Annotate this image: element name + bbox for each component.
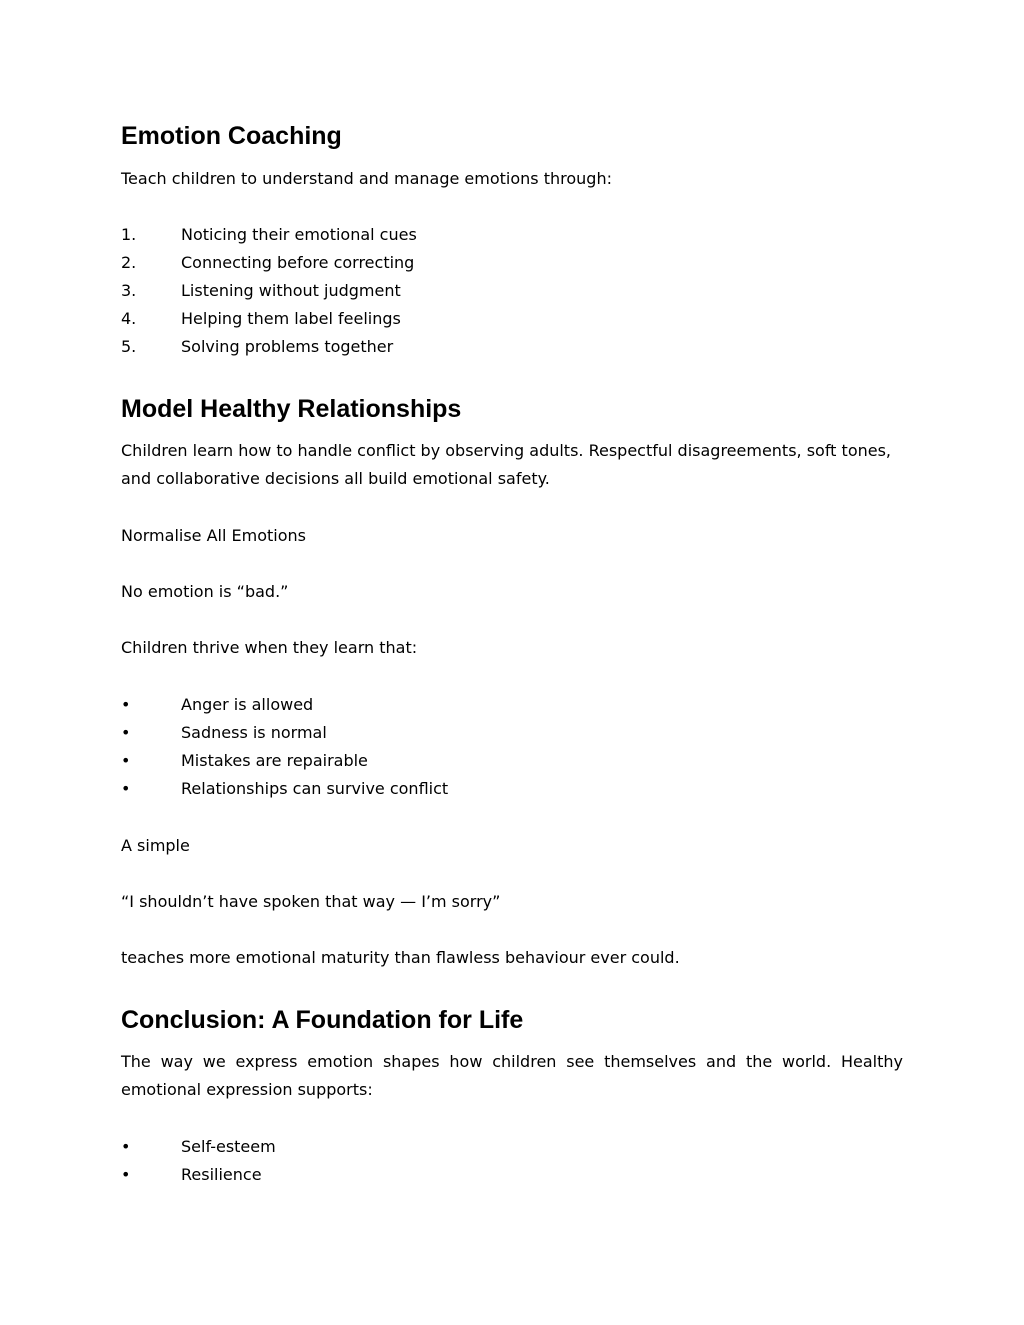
list-marker: 5. [121,337,137,356]
list-item-text: Listening without judgment [181,281,401,300]
emotion-coaching-intro: Teach children to understand and manage emotions through: [121,169,612,188]
list-item-text: Self-esteem [181,1137,276,1156]
list-marker: 2. [121,253,137,272]
list-item-text: Resilience [181,1165,262,1184]
no-bad-emotion-text: No emotion is “bad.” [121,582,289,601]
list-item [121,691,903,719]
list-item [121,333,903,361]
list-marker: 1. [121,225,137,244]
list-item [121,719,903,747]
normalise-emotions-subheading: Normalise All Emotions [121,526,306,545]
list-item-text: Connecting before correcting [181,253,415,272]
bullet-marker: • [121,1165,131,1184]
conclusion-paragraph: The way we express emotion shapes how children see themselves and the world. Healthy emotional expression supports: [121,1052,903,1099]
closing-text: teaches more emotional maturity than flawless behaviour ever could. [121,948,680,967]
list-item-text: Mistakes are repairable [181,751,368,770]
list-marker: 3. [121,281,137,300]
a-simple-text: A simple [121,836,190,855]
emotion-coaching-steps [121,221,903,361]
list-item-text: Solving problems together [181,337,394,356]
list-item-text: Anger is allowed [181,695,314,714]
list-item [121,221,903,249]
list-item [121,1161,903,1189]
list-item-text: Sadness is normal [181,723,327,742]
bullet-marker: • [121,695,131,714]
list-item [121,747,903,775]
thrive-bullet-list [121,691,903,803]
list-item [121,249,903,277]
bullet-marker: • [121,723,131,742]
thrive-intro-text: Children thrive when they learn that: [121,638,418,657]
list-item [121,277,903,305]
list-item [121,1133,903,1161]
bullet-marker: • [121,751,131,770]
section-heading-emotion-coaching: Emotion Coaching [121,122,342,150]
list-marker: 4. [121,309,137,328]
list-item-text: Relationships can survive conflict [181,779,449,798]
conclusion-bullet-list [121,1133,903,1189]
bullet-marker: • [121,1137,131,1156]
apology-quote: “I shouldn’t have spoken that way — I’m sorry” [121,892,501,911]
model-relationships-paragraph: Children learn how to handle conflict by observing adults. Respectful disagreements, soft tones, and collaborative decisions all build emotional safety. [121,441,892,488]
list-item-text: Noticing their emotional cues [181,225,417,244]
section-heading-conclusion: Conclusion: A Foundation for Life [121,1006,524,1034]
bullet-marker: • [121,779,131,798]
list-item [121,305,903,333]
list-item-text: Helping them label feelings [181,309,401,328]
section-heading-model-healthy-relationships: Model Healthy Relationships [121,395,462,423]
list-item [121,775,903,803]
